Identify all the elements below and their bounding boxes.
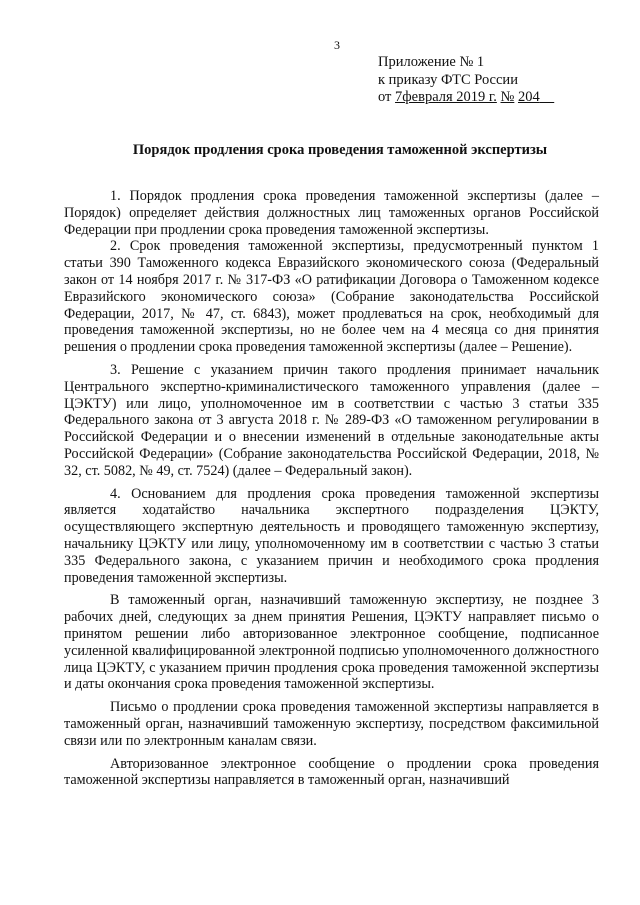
paragraph-4: 4. Основанием для продления срока проведения таможенной экспертизы является ходатайство начальника экспертного подразделения ЦЭКТУ, осуществляющего экспертную деятельность и проводящего таможенную экспертизу, начальнику ЦЭКТУ или лицу, уполномоченному им в соответствии с частью 3 статьи 335 Федерального закона, с указанием причин и необходимого срока продления проведения таможенной экспертизы. xyxy=(64,485,599,586)
document-body xyxy=(64,188,599,789)
paragraph-3: 3. Решение с указанием причин такого продления принимает начальник Центрального экспертно-криминалистического таможенного управления (далее – ЦЭКТУ) или лицо, уполномоченное им в соответствии с частью 3 статьи 335 Федерального закона от 3 августа 2018 г. № 289-ФЗ «О таможенном регулировании в Российской Федерации и о внесении изменений в отдельные законодательные акты Российской Федерации» (Собрание законодательства Российской Федерации, 2018, № 32, ст. 5082, № 49, ст. 7524) (далее – Федеральный закон). xyxy=(64,361,599,479)
page-number: 3 xyxy=(334,38,340,52)
appendix-number: Приложение № 1 xyxy=(378,54,485,70)
order-date: 7февраля 2019 г. xyxy=(395,89,497,105)
date-prefix: от xyxy=(378,89,392,105)
paragraph-7: Авторизованное электронное сообщение о продлении срока проведения таможенной экспертизы направляется в таможенный орган, назначивший xyxy=(64,755,599,789)
paragraph-2: 2. Срок проведения таможенной экспертизы, предусмотренный пунктом 1 статьи 390 Таможенного кодекса Евразийского экономического союза (Федеральный закон от 14 ноября 2017 г. № 317-ФЗ «О ратификации Договора о Таможенном кодексе Евразийского экономического союза» (Собрание законодательства Российской Федерации, 2017, № 47, ст. 6843), может продлеваться на срок, необходимый для проведения таможенной экспертизы, но не более чем на 4 месяца со дня принятия решения о продлении срока проведения таможенной экспертизы (далее – Решение). xyxy=(64,238,599,356)
appendix-date-line xyxy=(378,89,554,107)
paragraph-5: В таможенный орган, назначивший таможенную экспертизу, не позднее 3 рабочих дней, следующих за днем принятия Решения, ЦЭКТУ направляет письмо о принятом решении либо авторизованное электронное сообщение, подписанное усиленной квалифицированной электронной подписью уполномоченного должностного лица ЦЭКТУ, с указанием причин продления срока проведения таможенной экспертизы и даты окончания срока проведения таможенной экспертизы. xyxy=(64,592,599,693)
document-title: Порядок продления срока проведения таможенной экспертизы xyxy=(132,142,548,158)
paragraph-1: 1. Порядок продления срока проведения таможенной экспертизы (далее – Порядок) определяет действия должностных лиц таможенных органов Российской Федерации при продлении срока проведения таможенной экспертизы. xyxy=(64,188,599,238)
paragraph-6: Письмо о продлении срока проведения таможенной экспертизы направляется в таможенный орган, назначивший таможенную экспертизу, посредством факсимильной связи или по электронным каналам связи. xyxy=(64,699,599,749)
order-number: 204 xyxy=(517,89,540,105)
number-prefix: № xyxy=(500,89,515,105)
appendix-order-ref: к приказу ФТС России xyxy=(378,71,518,88)
appendix-header xyxy=(378,54,554,107)
